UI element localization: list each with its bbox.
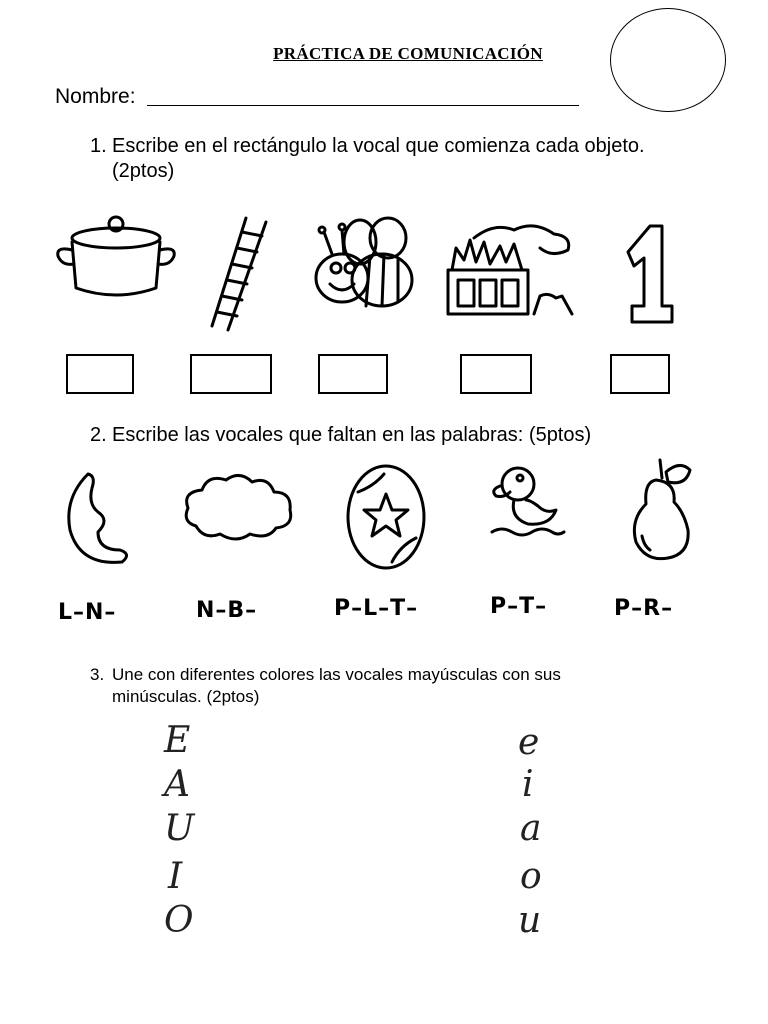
bee-icon [308,214,414,314]
question-points: (2ptos) [112,160,175,182]
uppercase-vowel[interactable]: I [168,856,183,897]
lowercase-vowel[interactable]: a [520,808,542,849]
question-2 [90,423,750,453]
question-1 [90,134,750,194]
moon-icon [60,468,136,572]
lowercase-vowel[interactable]: i [522,764,534,805]
page-title: PRÁCTICA DE COMUNICACIÓN [273,44,543,63]
lowercase-vowel[interactable]: o [520,856,542,897]
name-label: Nombre: [55,85,136,108]
word-pato: P–T– [490,594,548,619]
word-luna: L–N– [58,600,117,625]
word-pera: P–R– [614,596,674,621]
question-number: 3. [90,665,105,684]
question-points: minúsculas. (2ptos) [112,687,260,706]
question-text: Escribe en el rectángulo la vocal que comienza cada objeto. [112,135,645,157]
question-number: 1. [90,135,107,157]
answer-box-house[interactable] [460,354,532,394]
question-text: Escribe las vocales que faltan en las palabras: (5ptos) [112,424,592,446]
uppercase-vowel[interactable]: A [164,764,190,805]
uppercase-vowel[interactable]: E [164,720,191,761]
lowercase-vowel[interactable]: e [518,722,540,763]
burning-house-icon [444,212,578,318]
question-text: Une con diferentes colores las vocales mayúsculas con sus [112,665,561,684]
question-number: 2. [90,424,107,446]
word-nube: N–B– [196,598,258,623]
pot-icon [52,212,180,300]
cloud-icon [180,470,296,546]
uppercase-vowel[interactable]: U [164,808,195,849]
answer-box-ladder[interactable] [190,354,272,394]
grade-circle [610,8,726,112]
ball-icon [344,462,428,572]
lowercase-vowel[interactable]: u [518,900,542,941]
answer-box-one[interactable] [610,354,670,394]
pear-icon [624,456,700,564]
duck-icon [490,462,566,542]
uppercase-vowel[interactable]: O [164,900,194,941]
answer-box-bee[interactable] [318,354,388,394]
question-3 [90,664,750,714]
ladder-icon [206,214,276,332]
name-line[interactable] [147,105,579,106]
number-one-icon [622,222,676,326]
word-pelota: P–L–T– [334,596,419,621]
answer-box-pot[interactable] [66,354,134,394]
